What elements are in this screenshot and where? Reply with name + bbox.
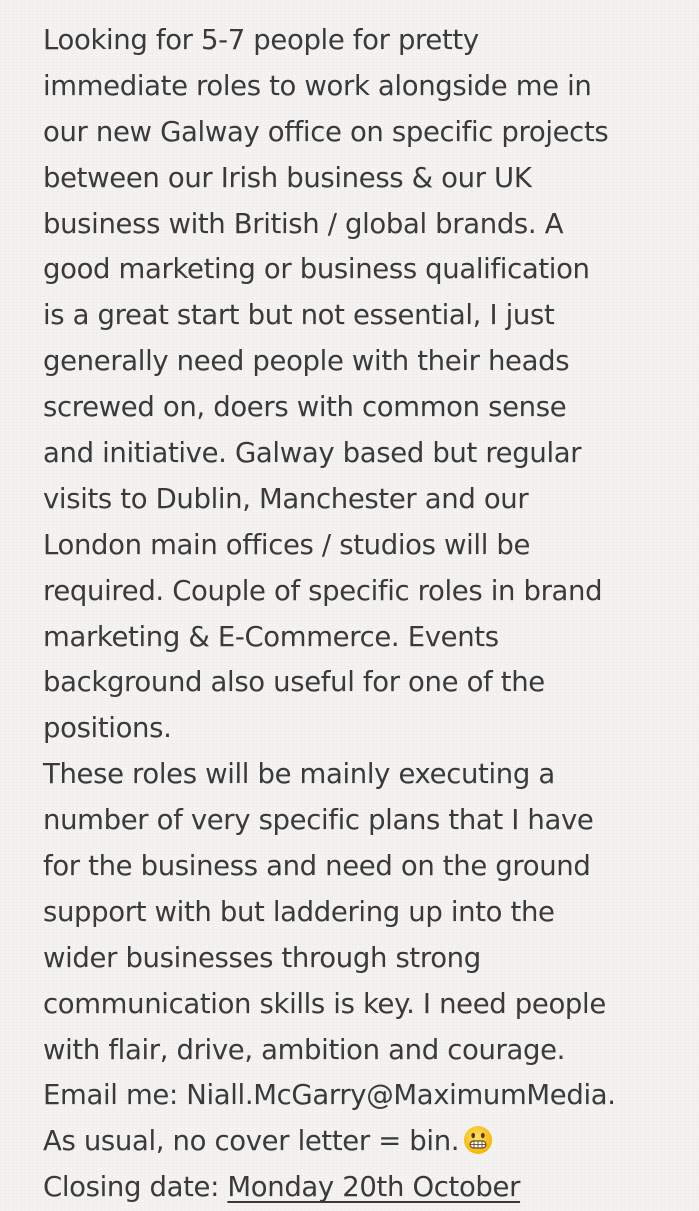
note-line: wider businesses through strong — [43, 941, 481, 974]
note-line: visits to Dublin, Manchester and our — [43, 482, 529, 515]
note-line: marketing & E-Commerce. Events — [43, 620, 499, 653]
note-line: London main offices / studios will be — [43, 528, 531, 561]
note-line: positions. — [43, 712, 172, 745]
note-line: and initiative. Galway based but regular — [43, 437, 582, 470]
closing-date-label: Closing date: — [43, 1171, 228, 1204]
closing-date-line — [43, 1165, 693, 1211]
note-line: required. Couple of specific roles in brand — [43, 574, 603, 607]
note-line: between our Irish business & our UK — [43, 161, 532, 194]
note-line: support with but laddering up into the — [43, 895, 555, 928]
note-line: number of very specific plans that I have — [43, 804, 594, 837]
cover-letter-text: As usual, no cover letter = bin. — [43, 1125, 460, 1158]
cover-letter-line — [43, 1119, 693, 1165]
note-line: generally need people with their heads — [43, 345, 570, 378]
note-line: for the business and need on the ground — [43, 850, 591, 883]
note-line: communication skills is key. I need people — [43, 987, 606, 1020]
note-line: screwed on, doers with common sense — [43, 391, 567, 424]
note-line: These roles will be mainly executing a — [43, 758, 555, 791]
note-body — [43, 18, 693, 1211]
note-line: with flair, drive, ambition and courage. — [43, 1033, 566, 1066]
note-line: is a great start but not essential, I just — [43, 299, 555, 332]
email-line: Email me: Niall.McGarry@MaximumMedia. — [43, 1079, 616, 1112]
closing-date-link[interactable]: Monday 20th October — [227, 1171, 521, 1204]
note-line: immediate roles to work alongside me in — [43, 69, 592, 102]
note-line: good marketing or business qualification — [43, 253, 590, 286]
note-line: our new Galway office on specific projects — [43, 115, 609, 148]
note-line: Looking for 5-7 people for pretty — [43, 24, 479, 56]
grimacing-face-icon — [463, 1125, 493, 1155]
note-line: business with British / global brands. A — [43, 207, 564, 240]
note-line: background also useful for one of the — [43, 666, 545, 699]
